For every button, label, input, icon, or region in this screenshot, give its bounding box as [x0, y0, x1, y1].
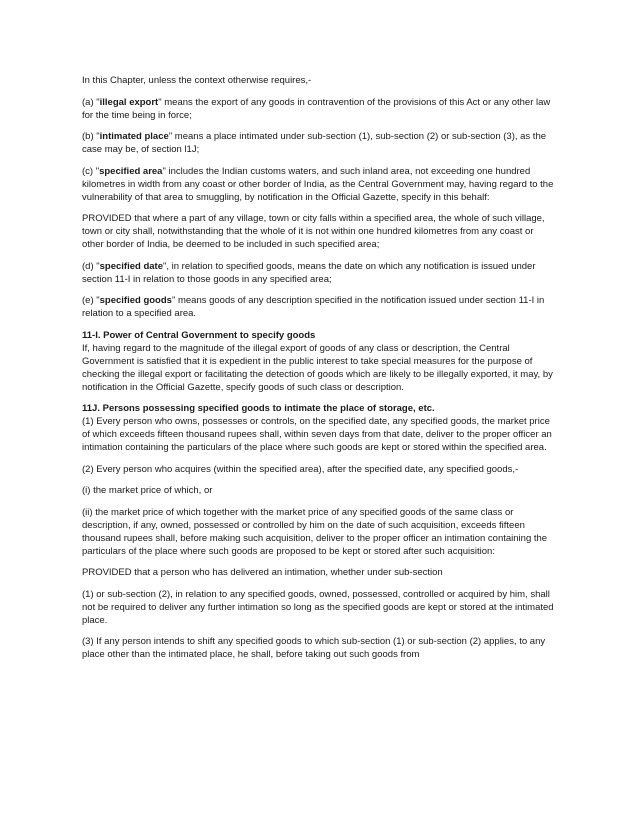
section-11j-subsection-2: (2) Every person who acquires (within the specified area), after the specified date, any specified goods,- [82, 463, 519, 475]
definition-term: illegal export [99, 96, 159, 108]
definition-prefix: (e) " [82, 295, 100, 306]
definition-term: specified goods [99, 295, 172, 306]
definition-specified-area [82, 165, 556, 204]
definition-illegal-export [82, 96, 556, 122]
definition-text: " means goods of any description specified in the notification issued under section 11-I in relation to a specified area. [82, 295, 545, 319]
definition-term: intimated place [99, 131, 169, 142]
definition-prefix: (b) " [82, 131, 100, 142]
section-11j-clause-i: (i) the market price of which, or [82, 485, 213, 496]
section-11j-clause-ii: (ii) the market price of which together with the market price of any specified goods of the same class or description, if any, owned, possessed or controlled by him on the date of such acquisition, exceeds fifteen thousand rupees shall, before making such acquisition, deliver to the proper officer an intimation containing the particulars of the place where such goods are proposed to be kept or stored after such acquisition: [82, 506, 548, 557]
section-11i-heading: 11-I. Power of Central Government to specify goods [82, 329, 316, 341]
definition-intimated-place [82, 130, 556, 156]
definition-term: specified area [99, 165, 163, 177]
definition-prefix: (a) " [82, 96, 100, 108]
definition-prefix: (d) " [82, 260, 100, 272]
proviso-specified-area: PROVIDED that where a part of any village, town or city falls within a specified area, the whole of such village, town or city shall, notwithstanding that the whole of it is not within one hundred kilometres from any coast or other border of India, be deemed to be included in such specified area; [82, 213, 545, 250]
definition-text: " means a place intimated under sub-section (1), sub-section (2) or sub-section (3), as the case may be, of section l1J; [82, 131, 547, 155]
section-11j-proviso-continued: (1) or sub-section (2), in relation to any specified goods, owned, possessed, controlled or acquired by him, shall not be required to deliver any further intimation so long as the specified goods are kept or stored at the intimated place. [82, 588, 554, 626]
section-11i-body: If, having regard to the magnitude of the illegal export of goods of any class or description, the Central Government is satisfied that it is expedient in the public interest to take special measures for the purpose of checking the illegal export or facilitating the detection of goods which are likely to be illegally exported, it may, by notification in the Official Gazette, specify goods of such class or description. [82, 342, 553, 393]
section-11j-subsection-1: (1) Every person who owns, possesses or controls, on the specified date, any specified goods, the market price of which exceeds fifteen thousand rupees shall, within seven days from that date, deliver to the proper officer an intimation containing the particulars of the place where such goods are kept or stored within the specified area. [82, 416, 552, 453]
definition-specified-date [82, 260, 556, 286]
definition-prefix: (c) " [82, 165, 100, 177]
definition-term: specified date [99, 260, 163, 272]
definition-text: " means the export of any goods in contravention of the provisions of this Act or any other law for the time being in force; [82, 96, 551, 121]
section-11j-subsection-3: (3) If any person intends to shift any specified goods to which sub-section (1) or sub-section (2) applies, to any place other than the intimated place, he shall, before taking out such goods from [82, 636, 546, 660]
definition-text: " includes the Indian customs waters, and such inland area, not exceeding one hundred kilometres in width from any coast or other border of India, as the Central Government may, having regard to the vulnerability of that area to smuggling, by notification in the Official Gazette, specify in this behalf: [82, 165, 554, 203]
definition-specified-goods [82, 294, 556, 320]
section-11j-proviso: PROVIDED that a person who has delivered an intimation, whether under sub-section [82, 567, 443, 578]
definition-text: ", in relation to specified goods, means the date on which any notification is issued under section 11-I in relation to those goods in any specified area; [82, 260, 536, 285]
section-11j-heading: 11J. Persons possessing specified goods to intimate the place of storage, etc. [82, 403, 435, 414]
document-body [82, 74, 556, 670]
chapter-intro: In this Chapter, unless the context otherwise requires,- [82, 75, 312, 86]
